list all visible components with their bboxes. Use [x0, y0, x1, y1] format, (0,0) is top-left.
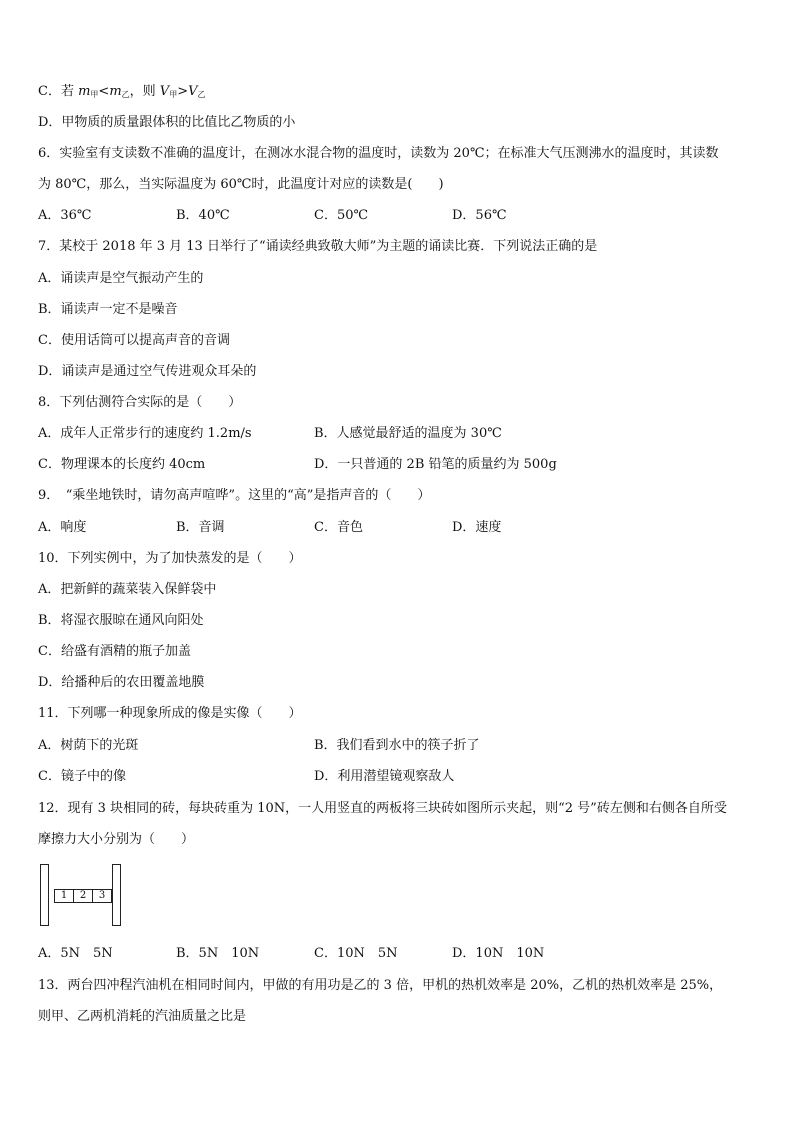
q8-option-a: A．成年人正常步行的速度约 1.2m/s — [38, 426, 252, 441]
brick-clamp-figure — [40, 864, 122, 926]
brick-1: 1 — [55, 890, 74, 902]
brick-3: 3 — [98, 890, 106, 901]
q6-stem-line2: 为 80℃，那么，当实际温度为 60℃时，此温度计对应的读数是( ) — [38, 177, 444, 192]
q5-option-c — [38, 83, 774, 104]
q12-option-b: B．5N 10N — [176, 946, 260, 961]
q8-option-d: D．一只普通的 2B 铅笔的质量约为 500g — [314, 457, 557, 472]
less-than-sign: < — [98, 84, 110, 99]
q8-stem: 8．下列估测符合实际的是（ ） — [38, 395, 242, 410]
q12-stem-line1: 12．现有 3 块相同的砖，每块砖重为 10N，一人用竖直的两板将三块砖如图所示夹起，则“2 号”砖左侧和右侧各自所受 — [38, 801, 727, 816]
q8-option-b: B．人感觉最舒适的温度为 30℃ — [314, 426, 502, 441]
q12-option-d: D．10N 10N — [452, 946, 545, 961]
q9-option-d: D．速度 — [452, 520, 502, 535]
q7-option-c: C．使用话筒可以提高声音的音调 — [38, 333, 230, 348]
q10-option-a: A．把新鲜的蔬菜装入保鲜袋中 — [38, 582, 217, 597]
q7-option-d: D．诵读声是通过空气传进观众耳朵的 — [38, 364, 257, 379]
q9-stem: 9． “乘坐地铁时，请勿高声喧哗”。这里的“高”是指声音的（ ） — [38, 488, 431, 503]
left-board — [40, 864, 49, 926]
brick-stack — [54, 889, 112, 903]
q9-option-b: B．音调 — [176, 520, 225, 535]
q13-stem-line2: 则甲、乙两机消耗的汽油质量之比是 — [38, 1009, 247, 1024]
q10-stem: 10．下列实例中，为了加快蒸发的是（ ） — [38, 551, 302, 566]
q6-option-d: D．56℃ — [452, 208, 507, 223]
q5-option-c-prefix: C．若 — [38, 84, 79, 99]
q6-option-a: A．36℃ — [38, 208, 92, 223]
q11-option-c: C．镜子中的像 — [38, 769, 126, 784]
q5-option-c-mid: ，则 — [129, 84, 160, 99]
greater-than-sign: > — [177, 84, 189, 99]
q7-stem: 7．某校于 2018 年 3 月 13 日举行了“诵读经典致敬大师”为主题的诵读比赛．下列说法正确的是 — [38, 239, 598, 254]
volume-symbol: V — [188, 84, 198, 99]
q9-option-a: A．响度 — [38, 520, 87, 535]
right-board — [112, 864, 121, 926]
subscript-jia: 甲 — [169, 90, 178, 99]
subscript-yi: 乙 — [197, 90, 206, 99]
q11-stem: 11．下列哪一种现象所成的像是实像（ ） — [38, 706, 302, 721]
q12-option-c: C．10N 5N — [314, 946, 398, 961]
q13-stem-line1: 13．两台四冲程汽油机在相同时间内，甲做的有用功是乙的 3 倍，甲机的热机效率是 20%，乙机的热机效率是 25%， — [38, 978, 723, 993]
q10-option-b: B．将湿衣服晾在通风向阳处 — [38, 613, 204, 628]
subscript-yi: 乙 — [121, 90, 130, 99]
q11-option-d: D．利用潜望镜观察敌人 — [314, 769, 455, 784]
brick-2: 2 — [74, 890, 93, 902]
q6-option-c: C．50℃ — [314, 208, 369, 223]
q10-option-c: C．给盛有酒精的瓶子加盖 — [38, 644, 191, 659]
q6-option-b: B．40℃ — [176, 208, 230, 223]
subscript-jia: 甲 — [90, 90, 99, 99]
q7-option-b: B．诵读声一定不是噪音 — [38, 302, 178, 317]
mass-symbol: m — [78, 84, 91, 99]
q5-option-d: D．甲物质的质量跟体积的比值比乙物质的小 — [38, 115, 296, 130]
q7-option-a: A．诵读声是空气振动产生的 — [38, 271, 204, 286]
q11-option-a: A．树荫下的光斑 — [38, 738, 139, 753]
mass-symbol: m — [109, 84, 122, 99]
volume-symbol: V — [159, 84, 170, 99]
q12-option-a: A．5N 5N — [38, 946, 113, 961]
q6-stem-line1: 6．实验室有支读数不准确的温度计，在测冰水混合物的温度时，读数为 20℃；在标准大气压测沸水的温度时，其读数 — [38, 146, 719, 161]
q11-option-b: B．我们看到水中的筷子折了 — [314, 738, 480, 753]
q8-option-c: C．物理课本的长度约 40cm — [38, 457, 206, 472]
q12-stem-line2: 摩擦力大小分别为（ ） — [38, 832, 195, 847]
q9-option-c: C．音色 — [314, 520, 363, 535]
q10-option-d: D．给播种后的农田覆盖地膜 — [38, 675, 205, 690]
